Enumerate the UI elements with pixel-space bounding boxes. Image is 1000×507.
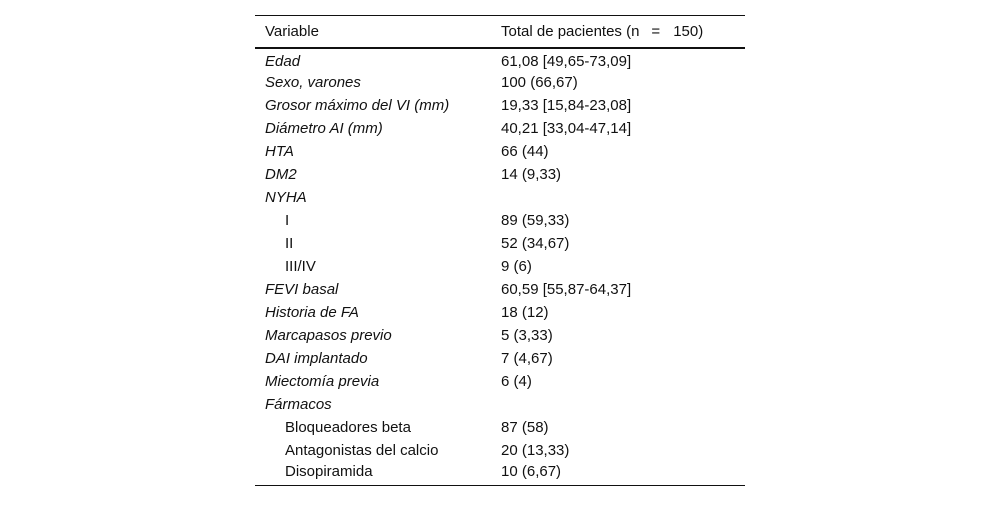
table-body <box>255 48 745 485</box>
row-value: 7 (4,67) <box>501 350 553 367</box>
table-row <box>255 140 745 163</box>
table-row <box>255 48 745 71</box>
row-label: NYHA <box>265 189 307 206</box>
table-row <box>255 393 745 416</box>
row-value: 100 (66,67) <box>501 74 578 91</box>
row-value: 14 (9,33) <box>501 166 562 183</box>
header-row <box>255 16 745 49</box>
row-value <box>501 393 745 416</box>
row-label: FEVI basal <box>265 281 339 298</box>
row-label: III/IV <box>285 258 316 275</box>
row-value: 9 (6) <box>501 258 532 275</box>
row-label: I <box>285 212 290 229</box>
row-value: 18 (12) <box>501 304 549 321</box>
row-label: HTA <box>265 143 294 160</box>
row-label: Marcapasos previo <box>265 327 392 344</box>
header-total-equals: = <box>651 23 661 40</box>
row-label: Historia de FA <box>265 304 359 321</box>
row-value: 89 (59,33) <box>501 212 570 229</box>
table-row <box>255 71 745 94</box>
row-label: Disopiramida <box>285 462 373 480</box>
row-label: II <box>285 235 294 252</box>
row-value: 61,08 [49,65-73,09] <box>501 52 632 70</box>
baseline-characteristics-table-container <box>255 15 745 486</box>
row-label: Grosor máximo del VI (mm) <box>265 97 450 114</box>
row-label: DAI implantado <box>265 350 368 367</box>
row-value: 40,21 [33,04-47,14] <box>501 120 632 137</box>
header-total-suffix: 150) <box>673 23 704 40</box>
table-row <box>255 301 745 324</box>
table-row <box>255 462 745 485</box>
header-variable: Variable <box>265 23 319 40</box>
table-row <box>255 255 745 278</box>
row-label: Miectomía previa <box>265 373 380 390</box>
table-row <box>255 278 745 301</box>
table-row <box>255 324 745 347</box>
table-row <box>255 186 745 209</box>
row-value: 5 (3,33) <box>501 327 553 344</box>
table-row <box>255 416 745 439</box>
table-row <box>255 117 745 140</box>
row-value: 10 (6,67) <box>501 462 562 480</box>
row-label: Bloqueadores beta <box>285 419 411 436</box>
row-value <box>501 186 745 209</box>
table-row <box>255 439 745 462</box>
table-row <box>255 347 745 370</box>
table-row <box>255 209 745 232</box>
row-label: Fármacos <box>265 396 332 413</box>
row-label: Sexo, varones <box>265 74 361 91</box>
table-row <box>255 94 745 117</box>
table-row <box>255 163 745 186</box>
header-total-prefix: Total de pacientes (n <box>501 23 640 40</box>
row-label: Diámetro AI (mm) <box>265 120 383 137</box>
table-row <box>255 370 745 393</box>
header-total <box>501 16 745 49</box>
row-label: Edad <box>265 52 301 70</box>
row-value: 19,33 [15,84-23,08] <box>501 97 632 114</box>
row-value: 87 (58) <box>501 419 549 436</box>
row-value: 60,59 [55,87-64,37] <box>501 281 632 298</box>
row-value: 66 (44) <box>501 143 549 160</box>
table-row <box>255 232 745 255</box>
row-value: 52 (34,67) <box>501 235 570 252</box>
row-label: Antagonistas del calcio <box>285 442 439 459</box>
row-label: DM2 <box>265 166 297 183</box>
row-value: 20 (13,33) <box>501 442 570 459</box>
row-value: 6 (4) <box>501 373 532 390</box>
table-header <box>255 16 745 49</box>
baseline-characteristics-table <box>255 15 745 486</box>
